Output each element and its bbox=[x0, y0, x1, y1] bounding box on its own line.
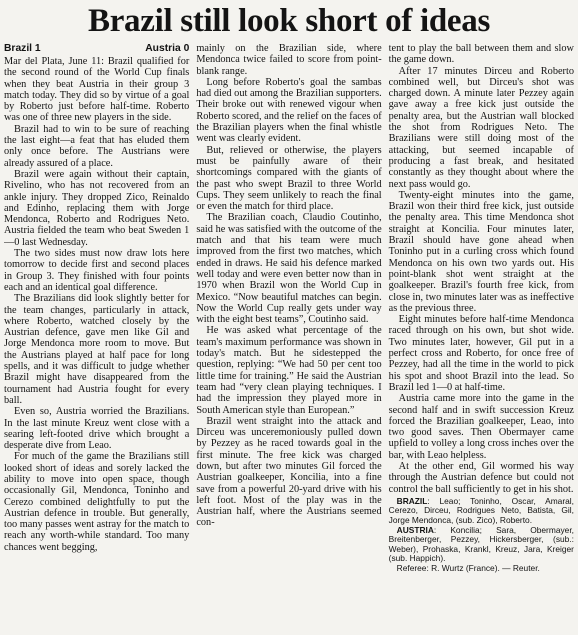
lineup-team-name: BRAZIL bbox=[396, 495, 428, 506]
paragraph: Brazil went straight into the attack and Dirceu was unceremoniously pulled down by Pezzey as he raced towards goal in the first minute. The free kick was charged down, but after two minutes Gil forced the Austrian goalkeeper, Koncilia, into a fine save from a powerful 20-yard drive with his left foot. Most of the play was in the Austrian half, where the Austrians seemed con- bbox=[196, 415, 382, 529]
article-column-1 bbox=[4, 43, 189, 635]
lineup-players: : Koncilia; Sara, Obermayer, Breitenberger, Pezzey, Hickersberger, (sub.: Weber), Prohaska, Krankl, Kreuz, Jara, Kreiger (sub. Happich). bbox=[388, 524, 574, 564]
team-lineups bbox=[389, 497, 574, 574]
paragraph: The Brazilian coach, Claudio Coutinho, said he was satisfied with the outcome of the match and that his team were much improved from the first two matches, which ended in draws. He said his defence marked well today and were even better now than in 1970 when Brazil won the World Cup in Mexico. “Now beautiful matches can begin. Now the World Cup really gets under way with the eight best teams”, Coutinho said. bbox=[196, 212, 382, 326]
paragraph: tent to play the ball between them and slow the game down. bbox=[388, 43, 574, 66]
paragraph: For much of the game the Brazilians still looked short of ideas and sorely lacked the ability to move into open space, though occasionally Gil, Mendonca, Toninho and Cerezo combined delightfully to put the Austrian defence in trouble. But generally, too many passes went astray for the match to reach any worth-while standard. Too many chances went begging, bbox=[4, 451, 190, 553]
paragraph: The Brazilians did look slightly better for the team changes, particularly in attack, where Roberto, watched closely by the Austrian defence, gave men like Gil and Jorge Mendonca more room to move. But the Austrians played at half pace for long spells, and it was difficult to judge whether Brazil might have disappeared from the tournament had Austria fought for every ball. bbox=[4, 293, 190, 406]
lineup-players: : Leao; Toninho, Oscar, Amaral, Cerezo, Dirceu, Rodrigues Neto, Batista, Gil, Jorge Mendonca, (sub. Zico), Roberto. bbox=[388, 495, 574, 526]
score-away: Austria 0 bbox=[145, 43, 190, 54]
paragraph: At the other end, Gil wormed his way through the Austrian defence but could not control the ball sufficiently to get in his shot. bbox=[388, 460, 574, 495]
referee-text: Referee: R. Wurtz (France). — Reuter. bbox=[396, 563, 540, 574]
article-column-3 bbox=[389, 43, 574, 635]
paragraph: Eight minutes before half-time Mendonca raced through on his own, but shot wide. Two minutes later, however, Gil put in a perfect cross and Roberto, for once free of Pezzey, had all the time in the world to pick his spot and shoot Brazil into the lead. So Brazil led 1—0 at half-time. bbox=[388, 314, 574, 393]
paragraph: The two sides must now draw lots here tomorrow to decide first and second places in Group 3. They finished with four points each and an identical goal difference. bbox=[4, 248, 190, 293]
paragraph: mainly on the Brazilian side, where Mendonca twice failed to score from point-blank range. bbox=[196, 43, 382, 77]
paragraph: Brazil had to win to be sure of reaching the last eight—a feat that has eluded them only once before. The Austrians were already assured of a place. bbox=[4, 123, 190, 169]
referee-credit bbox=[389, 564, 574, 574]
paragraph: Austria came more into the game in the second half and in swift succession Kreuz forced the Brazilian goalkeeper, Leao, into two good saves. Then Obermayer came upfield to volley a long cross inches over the bar, with Leao helpless. bbox=[388, 393, 574, 461]
paragraph: Even so, Austria worried the Brazilians. In the last minute Kreuz went close with a searing left-footed drive which brought a desperate dive from Leao. bbox=[4, 406, 190, 452]
article-column-2 bbox=[196, 43, 381, 635]
headline: Brazil still look short of ideas bbox=[88, 3, 490, 39]
paragraph: Twenty-eight minutes into the game, Brazil won their third free kick, just outside the penalty area. This time Mendonca shot straight at Koncilia. Four minutes later, Brazil should have gone ahead when Toninho put in a curling cross which found Mendonca on his own two yards out. His point-blank shot went straight at the goalkeeper. Brazil's fourth free kick, from close in, two minutes later was as ineffective as the previous three. bbox=[388, 189, 574, 314]
article-body bbox=[4, 43, 574, 635]
paragraph: Mar del Plata, June 11: Brazil qualified for the second round of the World Cup finals when they beat Austria in their group 3 match today. They did so by virtue of a goal by Roberto just before half-time. Roberto was one of three new players in the side. bbox=[4, 56, 190, 124]
lineup-austria bbox=[389, 526, 574, 564]
lineup-brazil bbox=[389, 497, 574, 526]
paragraph: Long before Roberto's goal the sambas had died out among the Brazilian supporters. Their broke out with renewed vigour when Roberto scored, and the relief on the faces of the Brazilian players when the final whistle went was clearly evident. bbox=[196, 76, 382, 145]
lineup-team-name: AUSTRIA bbox=[396, 524, 434, 535]
paragraph: After 17 minutes Dirceu and Roberto combined well, but Dirceu's shot was charged down. A minute later Pezzey again gave away a free kick just outside the penalty area, but the Austrian wall blocked the shot from Rodrigues Neto. The Brazilians were still doing most of the attacking, but seemed incapable of producing a fast break, and hesitated constantly as they thought about where the next pass would go. bbox=[388, 65, 574, 190]
paragraph: He was asked what percentage of the team's maximum performance was shown in today's match. But he sidestepped the question, replying: “We had 50 per cent too little time for training.” He said the Austrian team had “very clean playing techniques. I had the impression they played more in South American style than European.” bbox=[196, 325, 382, 416]
scoreline bbox=[4, 43, 189, 55]
paragraph: Brazil were again without their captain, Rivelino, who has not recovered from an ankle injury. They dropped Zico, Reinaldo and Edinho, replacing them with Jorge Mendonca, Roberto and Rodrigues Neto. Austria fielded the team who beat Sweden 1—0 last Wednesday. bbox=[4, 168, 190, 248]
score-home: Brazil 1 bbox=[4, 43, 41, 54]
paragraph: But, relieved or otherwise, the players must be painfully aware of their shortcomings compared with the giants of the past who swept Brazil to three World Cups. They seem unlikely to reach the final or even the match for third place. bbox=[196, 144, 382, 213]
